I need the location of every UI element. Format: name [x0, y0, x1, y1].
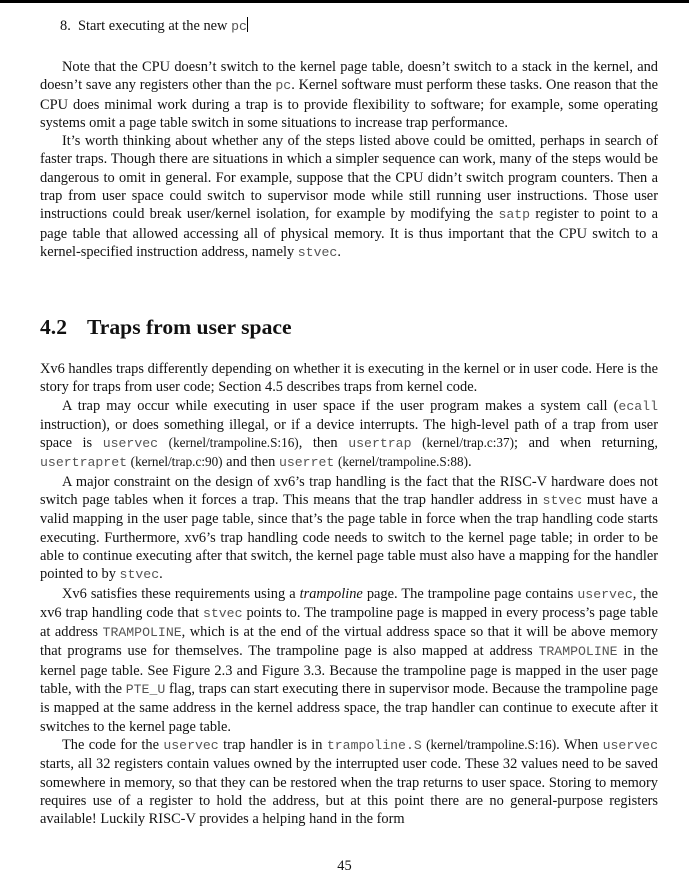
- code-stvec: stvec: [297, 244, 338, 260]
- intro-paragraphs: [40, 58, 658, 262]
- code-stvec: stvec: [202, 605, 243, 621]
- source-ref: (kernel/trap.c:90): [130, 454, 223, 470]
- top-rule: [0, 0, 689, 3]
- list-item-text: Start executing at the new: [78, 18, 232, 34]
- list-number: 8.: [60, 18, 71, 34]
- code-trampoline-const: TRAMPOLINE: [102, 625, 182, 641]
- code-trampoline-file: trampoline.S: [326, 737, 422, 753]
- emphasis-trampoline: trampoline: [299, 585, 363, 602]
- section-heading: [40, 314, 292, 340]
- section-body: [40, 360, 658, 828]
- intro-paragraph-2: It’s worth thinking about whether any of the steps listed above could be omitted, perhaps in search of faster traps. Though there are situations in which a simpler sequence can work, many of the steps would be dangerous to omit in general. For example, suppose that the CPU didn’t switch program counters. Then a trap from user space could switch to supervisor mode while still running user instructions. Those user instructions could break user/kernel isolation, for example by modifying the satp register to point to a page table that allowed accessing all of physical memory. It is thus important that the CPU switch to a kernel-specified instruction address, namely stvec.: [40, 133, 659, 260]
- code-satp: satp: [498, 207, 531, 223]
- body-paragraph-2: A trap may occur while executing in user space if the user program makes a system call (ecall instruction), or does something illegal, or if a device interrupts. The high-level path of a trap from user space is uservec (kernel/trampoline.S:16), then usertrap (kernel/trap.c:37); and when returning, usertrapret (kernel/trap.c:90) and then userret (kernel/trampoline.S:88).: [40, 397, 658, 471]
- source-ref: (kernel/trampoline.S:16): [168, 435, 299, 451]
- code-usertrapret: usertrapret: [40, 455, 128, 471]
- code-uservec: uservec: [102, 436, 159, 452]
- code-stvec: stvec: [542, 493, 583, 509]
- body-paragraph-1: Xv6 handles traps differently depending on whether it is executing in the kernel or in user code. Here is the story for traps from user code; Section 4.5 describes traps from kernel code.: [40, 361, 658, 396]
- code-pte-u: PTE_U: [125, 682, 166, 698]
- code-userret: userret: [278, 455, 335, 471]
- source-ref: (kernel/trampoline.S:16): [426, 736, 557, 752]
- code-uservec: uservec: [577, 586, 633, 602]
- code-stvec: stvec: [119, 567, 160, 583]
- code-ecall: ecall: [618, 398, 658, 414]
- code-pc: pc: [231, 19, 247, 34]
- body-paragraph-3: A major constraint on the design of xv6’s trap handling is the fact that the RISC-V hardware does not switch page tables when it forces a trap. This means that the trap handler address in stvec must have a valid mapping in the user page table, since that’s the page table in force when the trap handling code starts executing. Furthermore, xv6’s trap handling code needs to switch to the kernel page table; in order to be able to continue executing after that switch, the kernel page table must also have a mapping for the handler pointed to by stvec.: [40, 473, 658, 583]
- source-ref: (kernel/trap.c:37): [422, 435, 514, 451]
- code-pc: pc: [275, 78, 292, 94]
- code-uservec: uservec: [602, 737, 658, 753]
- page-number: 45: [337, 858, 352, 874]
- section-number: 4.2: [40, 315, 67, 339]
- intro-paragraph-1: Note that the CPU doesn’t switch to the kernel page table, doesn’t switch to a stack in the kernel, and doesn’t save any registers other than the pc. Kernel software must perform these tasks. One reason that the CPU does minimal work during a trap is to provide flexibility to software; for example, some operating systems omit a page table switch in some situations to increase trap performance.: [40, 59, 659, 131]
- code-trampoline-const: TRAMPOLINE: [538, 644, 618, 660]
- body-paragraph-5: The code for the uservec trap handler is in trampoline.S (kernel/trampoline.S:16). When uservec starts, all 32 registers contain values owned by the interrupted user code. These 32 values need to be saved somewhere in memory, so that they can be restored when the trap returns to user space. Storing to memory requires use of a register to hold the address, but at this point there are no general-purpose registers available! Luckily RISC-V provides a helping hand in the form: [40, 736, 658, 828]
- list-item-8: [60, 17, 620, 36]
- source-ref: (kernel/trampoline.S:88): [337, 454, 468, 470]
- text-cursor: [247, 17, 248, 32]
- body-paragraph-4: Xv6 satisfies these requirements using a trampoline page. The trampoline page contains uservec, the xv6 trap handling code that stvec points to. The trampoline page is mapped in every process’s page table at address TRAMPOLINE, which is at the end of the virtual address space so that it will be above memory that programs use for themselves. The trampoline page is also mapped at address TRAMPOLINE in the kernel page table. See Figure 2.3 and Figure 3.3. Because the trampoline page is mapped in the user page table, with the PTE_U flag, traps can start executing there in supervisor mode. Because the trampoline page is mapped at the same address in the kernel address space, the trap handler can continue to execute after it switches to the kernel page table.: [40, 585, 658, 735]
- code-usertrap: usertrap: [348, 436, 412, 452]
- code-uservec: uservec: [163, 737, 219, 753]
- section-title: Traps from user space: [87, 315, 292, 339]
